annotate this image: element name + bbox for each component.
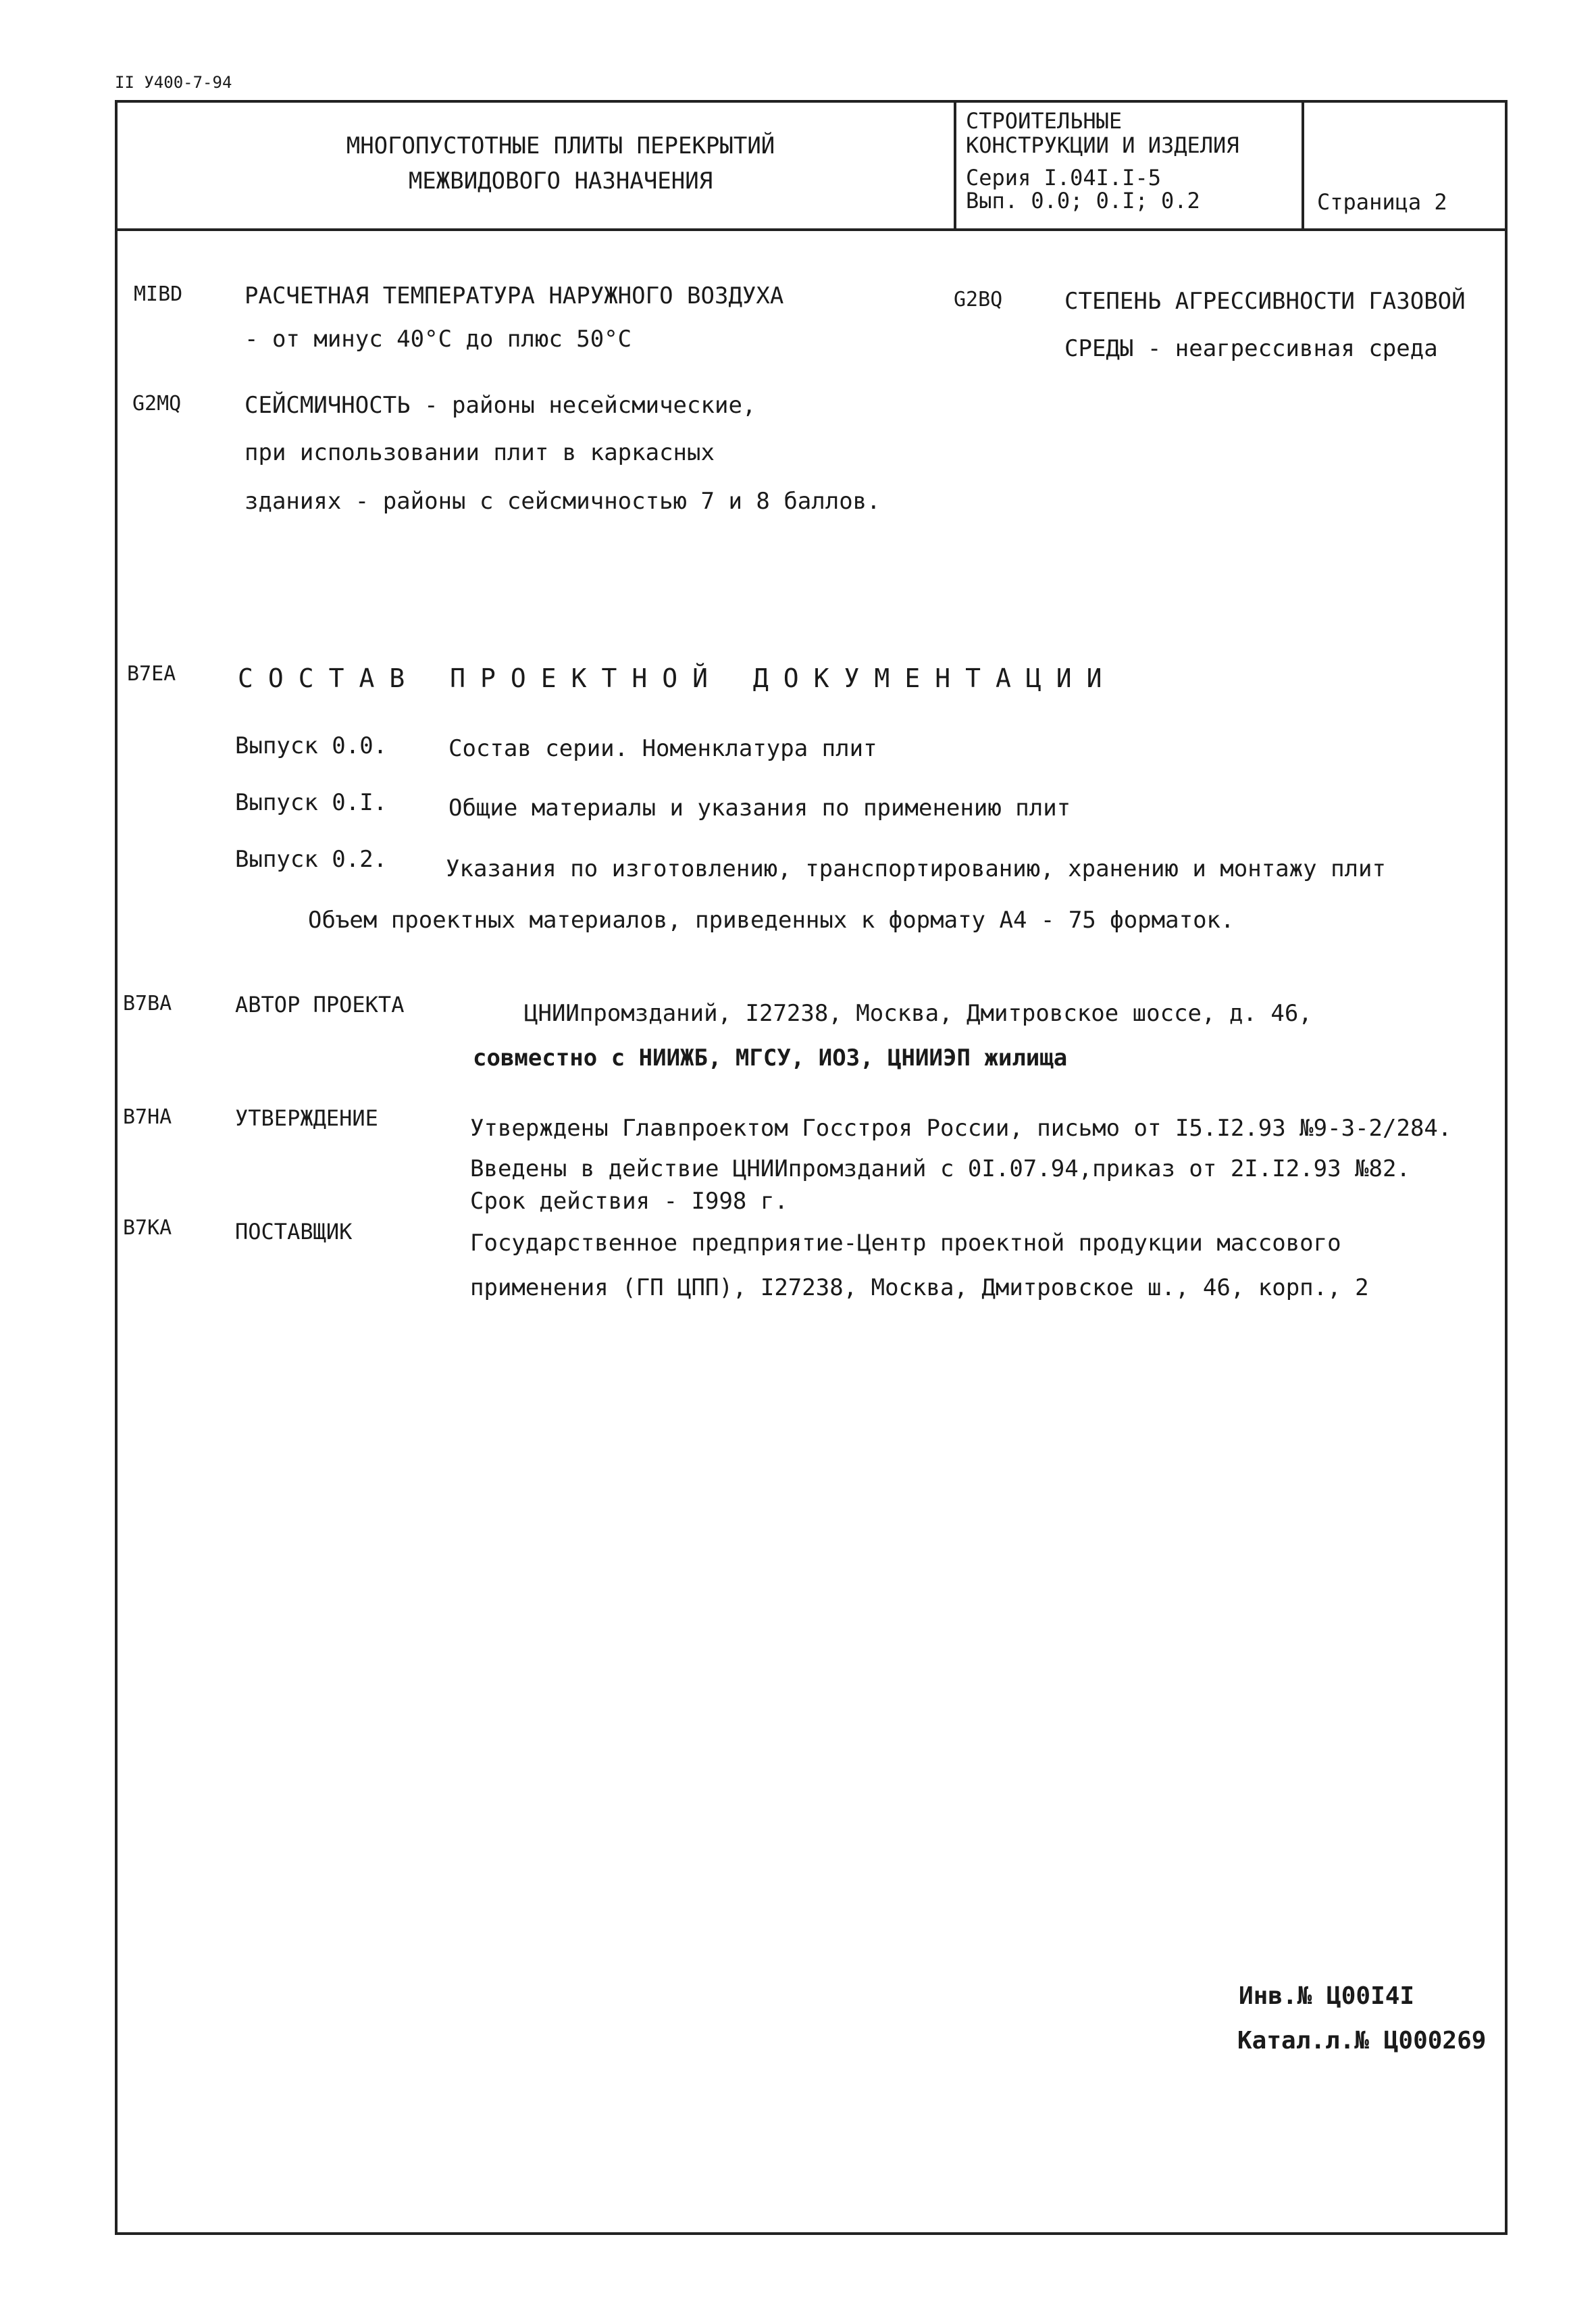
issue-text: Общие материалы и указания по применению плит [448,795,1071,822]
header-category-line2: КОНСТРУКЦИИ И ИЗДЕЛИЯ [966,132,1239,158]
entry-code-aggressiveness: G2BQ [954,288,1003,311]
aggressiveness-line1: СТЕПЕНЬ АГРЕССИВНОСТИ ГАЗОВОЙ [1064,288,1466,315]
entry-code-temperature: MIBD [134,282,183,306]
temperature-line1: РАСЧЕТНАЯ ТЕМПЕРАТУРА НАРУЖНОГО ВОЗДУХА [244,282,784,309]
catalog-number: Катал.л.№ Ц000269 [1237,2027,1487,2055]
entry-code-supplier: B7KA [123,1216,172,1240]
inventory-number: Инв.№ Ц00I4I [1239,1982,1415,2010]
supplier-line2: применения (ГП ЦПП), I27238, Москва, Дмитровское ш., 46, корп., 2 [470,1274,1369,1301]
header-series: Серия I.04I.I-5 [966,165,1161,191]
approval-label: УТВЕРЖДЕНИЕ [235,1105,378,1131]
seismic-line3: зданиях - районы с сейсмичностью 7 и 8 баллов. [244,488,881,515]
entry-code-seismic: G2MQ [132,392,182,416]
document-code: II У400-7-94 [115,73,232,92]
entry-code-approval: B7HA [123,1105,172,1129]
issue-label: Выпуск 0.2. [235,846,388,873]
issue-text: Состав серии. Номенклатура плит [448,735,877,762]
issue-label: Выпуск 0.0. [235,732,388,759]
issue-text: Указания по изготовлению, транспортированию, хранению и монтажу плит [446,855,1386,882]
supplier-line1: Государственное предприятие-Центр проектной продукции массового [470,1230,1341,1257]
aggressiveness-line2: СРЕДЫ - неагрессивная среда [1064,335,1438,362]
seismic-line1: СЕЙСМИЧНОСТЬ - районы несейсмические, [244,392,756,419]
approval-line1: Утверждены Главпроектом Госстроя России, письмо от I5.I2.93 №9-3-2/284. [470,1115,1452,1142]
supplier-label: ПОСТАВЩИК [235,1219,353,1244]
header-page-number: Страница 2 [1317,189,1447,215]
author-line2: совместно с НИИЖБ, МГСУ, ИОЗ, ЦНИИЭП жилища [473,1045,1068,1072]
issue-label: Выпуск 0.I. [235,789,388,816]
entry-code-author: B7BA [123,992,172,1015]
header-category-line1: СТРОИТЕЛЬНЫЕ [966,108,1123,134]
composition-heading: СОСТАВ ПРОЕКТНОЙ ДОКУМЕНТАЦИИ [238,663,1117,693]
temperature-line2: - от минус 40°C до плюс 50°C [244,326,632,353]
seismic-line2: при использовании плит в каркасных [244,439,715,466]
header-divider [115,228,1508,231]
author-label: АВТОР ПРОЕКТА [235,992,405,1017]
header-column-divider [954,100,956,230]
approval-line3: Срок действия - I998 г. [470,1188,788,1215]
author-line1: ЦНИИпромзданий, I27238, Москва, Дмитровское шоссе, д. 46, [524,1000,1312,1027]
header-title-line2: МЕЖВИДОВОГО НАЗНАЧЕНИЯ [408,168,713,195]
composition-volume: Объем проектных материалов, приведенных к формату А4 - 75 форматок. [308,907,1235,934]
header-title-line1: МНОГОПУСТОТНЫЕ ПЛИТЫ ПЕРЕКРЫТИЙ [346,132,775,159]
entry-code-composition: B7EA [127,662,176,686]
header-issues: Вып. 0.0; 0.I; 0.2 [966,188,1200,213]
header-column-divider [1302,100,1304,230]
approval-line2: Введены в действие ЦНИИпромзданий с 0I.07.94,приказ от 2I.I2.93 №82. [470,1155,1410,1182]
